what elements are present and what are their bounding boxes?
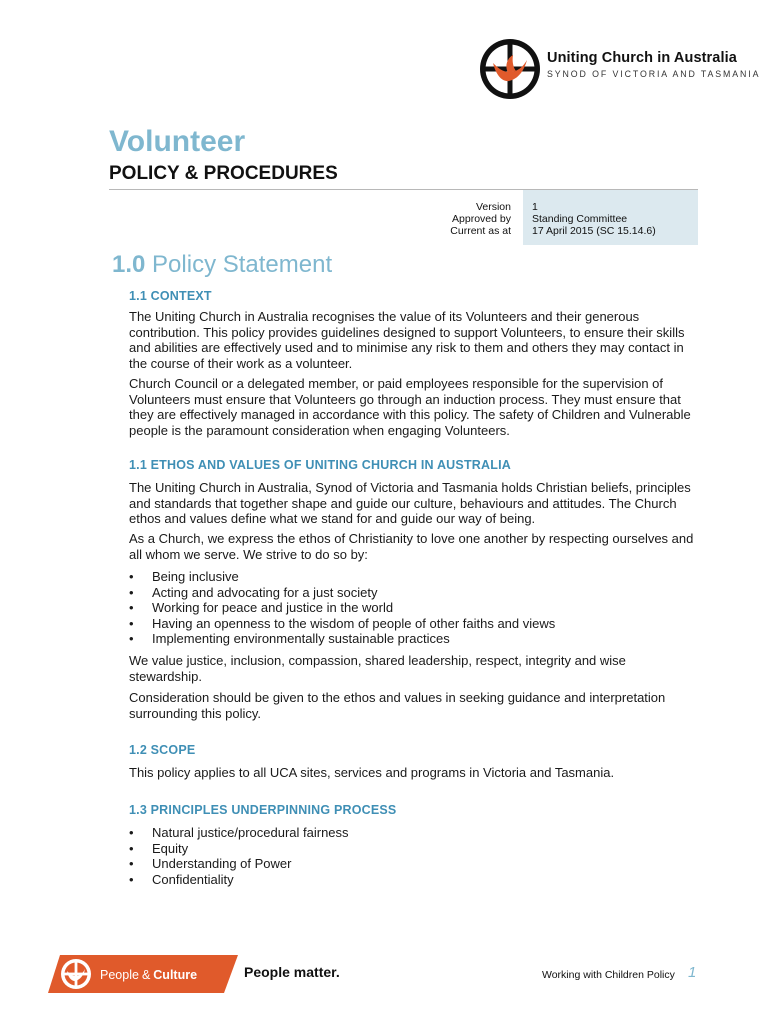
- uniting-church-logo-icon: [479, 38, 541, 100]
- people-culture-logo-icon: [48, 955, 238, 993]
- org-subtitle: SYNOD OF VICTORIA AND TASMANIA: [547, 69, 761, 79]
- ethos-closing-2: Consideration should be given to the ethos and values in seeking guidance and interpretation surrounding this policy.: [129, 690, 666, 721]
- ethos-bullet-list: [129, 569, 555, 647]
- meta-values: [532, 201, 656, 237]
- list-item: • Acting and advocating for a just society: [129, 585, 555, 601]
- scope-text: This policy applies to all UCA sites, services and programs in Victoria and Tasmania.: [129, 765, 615, 780]
- list-item: • Confidentiality: [129, 872, 349, 888]
- document-title: Volunteer: [109, 125, 246, 158]
- list-item: • Being inclusive: [129, 569, 555, 585]
- list-item: • Working for peace and justice in the world: [129, 600, 555, 616]
- scope-heading: 1.2 SCOPE: [129, 743, 196, 757]
- context-paragraph-1: The Uniting Church in Australia recognises the value of its Volunteers and their generous contribution. This policy provides guidelines designed to support Volunteers, to ensure their skills and abilities are effectively used and to minimise any risk to them and others they may contact in the course of their work as a volunteer.: [129, 309, 685, 371]
- context-paragraph-2: Church Council or a delegated member, or paid employees responsible for the supervision of Volunteers must ensure that Volunteers go through an induction process. They must ensure that they are effectively managed in accordance with this policy. The safety of Children and Vulnerable people is the paramount consideration when engaging Volunteers.: [129, 376, 691, 438]
- page-number: 1: [688, 964, 697, 981]
- list-item: • Having an openness to the wisdom of people of other faiths and views: [129, 616, 555, 632]
- list-item: • Equity: [129, 841, 349, 857]
- meta-value-version: 1: [532, 201, 538, 213]
- meta-labels: [400, 201, 511, 237]
- org-name: Uniting Church in Australia: [547, 50, 737, 66]
- ethos-paragraph-2: As a Church, we express the ethos of Christianity to love one another by respecting ourselves and all whom we serve. We strive to do so by:: [129, 531, 694, 562]
- principles-bullet-list: [129, 825, 349, 887]
- meta-label-current: Current as at: [450, 225, 511, 237]
- principles-heading: 1.3 PRINCIPLES UNDERPINNING PROCESS: [129, 803, 397, 817]
- footer-brand-people: People: [100, 968, 139, 982]
- footer-brand-amp: &: [141, 968, 151, 982]
- meta-value-approved: Standing Committee: [532, 213, 628, 225]
- footer-brand-culture: Culture: [153, 968, 198, 982]
- ethos-heading: 1.1 ETHOS AND VALUES OF UNITING CHURCH IN AUSTRALIA: [129, 458, 511, 472]
- section-heading: [112, 251, 332, 279]
- meta-label-version: Version: [475, 201, 511, 213]
- context-heading: 1.1 CONTEXT: [129, 289, 212, 303]
- list-item: • Natural justice/procedural fairness: [129, 825, 349, 841]
- meta-label-approved: Approved by: [452, 213, 511, 225]
- list-item: • Implementing environmentally sustainable practices: [129, 631, 555, 647]
- ethos-paragraph-1: The Uniting Church in Australia, Synod of Victoria and Tasmania holds Christian beliefs, principles and standards that together shape and guide our culture, behaviours and attitudes. The Church ethos and values define what we stand for and guide our way of being.: [129, 480, 691, 526]
- section-number: 1.0: [112, 251, 146, 278]
- section-title: Policy Statement: [152, 251, 333, 278]
- ethos-closing-1: We value justice, inclusion, compassion, shared leadership, respect, integrity and wise stewardship.: [129, 653, 626, 684]
- footer-document-name: Working with Children Policy: [542, 969, 675, 981]
- meta-value-current: 17 April 2015 (SC 15.14.6): [532, 225, 656, 237]
- list-item: • Understanding of Power: [129, 856, 349, 872]
- document-subtitle: POLICY & PROCEDURES: [109, 163, 338, 184]
- footer-tagline: People matter.: [244, 964, 340, 980]
- svg-text:People&Culture: [100, 968, 197, 982]
